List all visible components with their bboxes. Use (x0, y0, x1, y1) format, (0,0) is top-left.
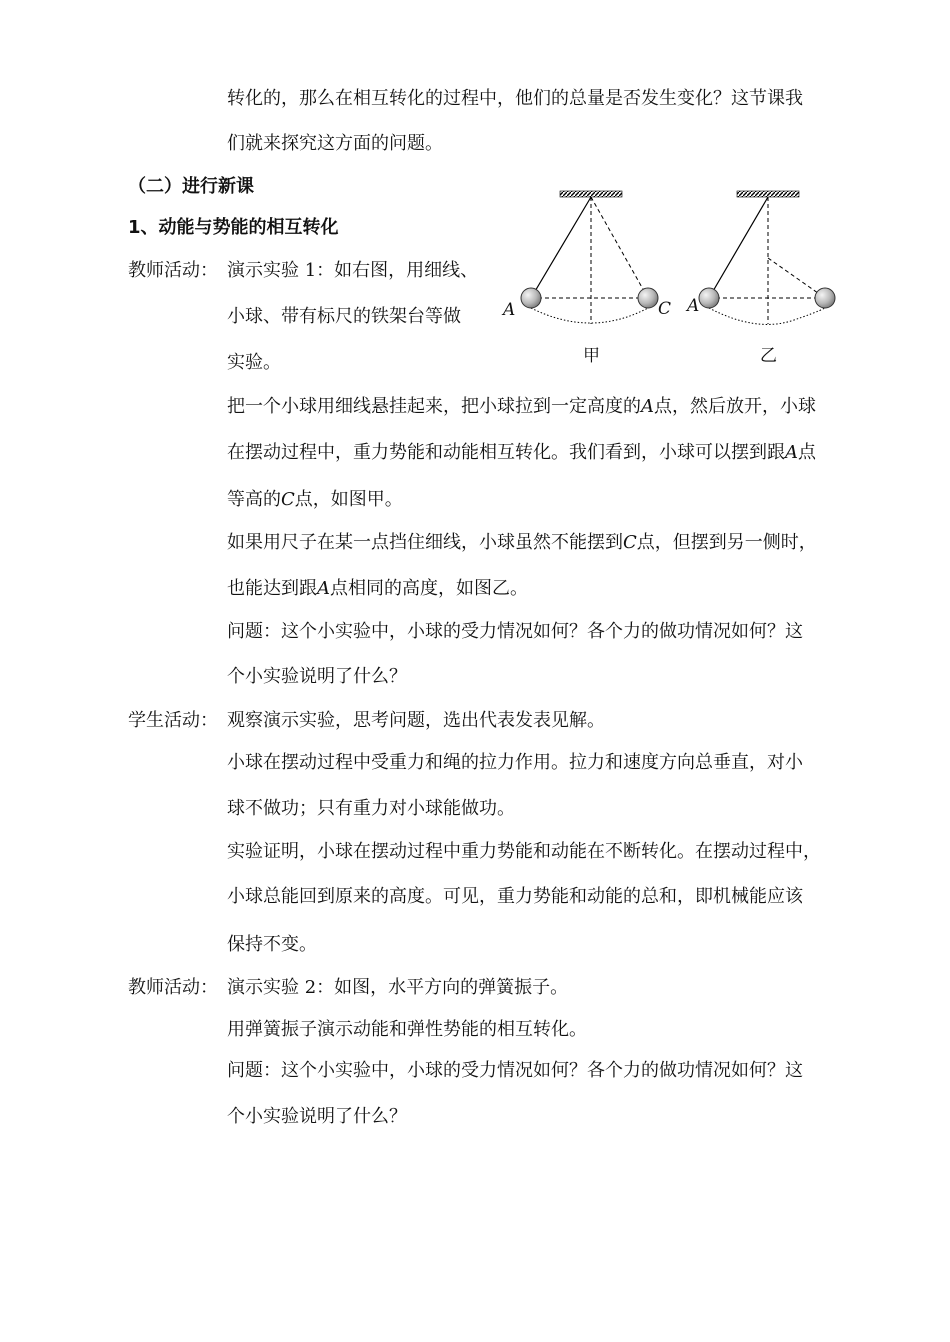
var-a: A (785, 442, 798, 463)
caption-jia: 甲 (583, 346, 600, 366)
var-c: C (623, 532, 637, 553)
teacher-activity-2-role: 教师活动： (128, 977, 218, 998)
arc-left (531, 308, 648, 323)
para2-line-1-b: 点，但摆到另一侧时， (636, 532, 817, 553)
para2-line-1-a: 如果用尺子在某一点挡住细线，小球虽然不能摆到 (227, 532, 623, 553)
para1-line-1 (227, 395, 816, 419)
para2-line-2 (227, 577, 528, 601)
para2-line-2-a: 也能达到跟 (227, 578, 317, 599)
student-line-2: 小球在摆动过程中受重力和绳的拉力作用。拉力和速度方向总垂直，对小 (227, 752, 803, 773)
teacher-activity-1-line-1: 演示实验 1：如右图，用细线、 (227, 260, 479, 281)
point-c-label: C (658, 299, 672, 319)
pendulum-left (521, 191, 658, 324)
var-a: A (317, 578, 330, 599)
pendulum-right (699, 191, 835, 324)
point-a-label: A (503, 300, 516, 320)
intro-line-2: 们就来探究这方面的问题。 (227, 133, 443, 154)
pendulum-figure (495, 180, 855, 384)
para1-line-1-a: 把一个小球用细线悬挂起来，把小球拉到一定高度的 (227, 396, 641, 417)
question1-line-2: 个小实验说明了什么？ (227, 666, 407, 687)
para1-line-3-b: 点，如图甲。 (294, 489, 403, 510)
ball-a (521, 288, 541, 308)
support-right (737, 191, 799, 197)
teacher2-line-3: 问题：这个小实验中，小球的受力情况如何？各个力的做功情况如何？这 (227, 1060, 803, 1081)
para1-line-2 (227, 441, 816, 465)
section-subheading: 1、动能与势能的相互转化 (128, 217, 339, 238)
student-line-3: 球不做功；只有重力对小球能做功。 (227, 798, 515, 819)
caption-yi: 乙 (760, 346, 777, 366)
pendulum-diagram (495, 180, 855, 380)
para1-line-3-a: 等高的 (227, 489, 281, 510)
intro-line-1: 转化的，那么在相互转化的过程中，他们的总量是否发生变化？这节课我 (227, 88, 803, 109)
para2-line-2-b: 点相同的高度，如图乙。 (330, 578, 528, 599)
question1-line-1: 问题：这个小实验中，小球的受力情况如何？各个力的做功情况如何？这 (227, 621, 803, 642)
teacher-activity-1-role: 教师活动： (128, 260, 218, 281)
section-heading: （二）进行新课 (128, 176, 254, 197)
ball-right (815, 288, 835, 308)
teacher2-line-1: 演示实验 2：如图，水平方向的弹簧振子。 (227, 977, 569, 998)
para1-line-2-a: 在摆动过程中，重力势能和动能相互转化。我们看到，小球可以摆到跟 (227, 442, 785, 463)
var-c: C (281, 489, 295, 510)
student-line-1: 观察演示实验，思考问题，选出代表发表见解。 (227, 710, 605, 731)
teacher2-line-4: 个小实验说明了什么？ (227, 1106, 407, 1127)
student-line-5: 小球总能回到原来的高度。可见，重力势能和动能的总和，即机械能应该 (227, 886, 803, 907)
para2-line-1 (227, 531, 817, 555)
string-right (709, 197, 768, 298)
string-left (531, 197, 591, 298)
teacher-activity-1-line-3: 实验。 (227, 352, 281, 373)
teacher2-line-2: 用弹簧振子演示动能和弹性势能的相互转化。 (227, 1019, 587, 1040)
ball-a2 (699, 288, 719, 308)
student-activity-role: 学生活动： (128, 710, 218, 731)
support-left (560, 191, 622, 197)
teacher-activity-1-line-2: 小球、带有标尺的铁架台等做 (227, 306, 461, 327)
var-a: A (641, 396, 654, 417)
student-line-4: 实验证明，小球在摆动过程中重力势能和动能在不断转化。在摆动过程中， (227, 841, 821, 862)
ball-c (638, 288, 658, 308)
para1-line-1-b: 点，然后放开，小球 (654, 396, 816, 417)
point-a2-label: A (687, 296, 700, 316)
para1-line-3 (227, 488, 403, 512)
para1-line-2-b: 点 (798, 442, 816, 463)
student-line-6: 保持不变。 (227, 934, 317, 955)
arc-right (709, 308, 825, 324)
string-dashed-right (591, 197, 648, 298)
